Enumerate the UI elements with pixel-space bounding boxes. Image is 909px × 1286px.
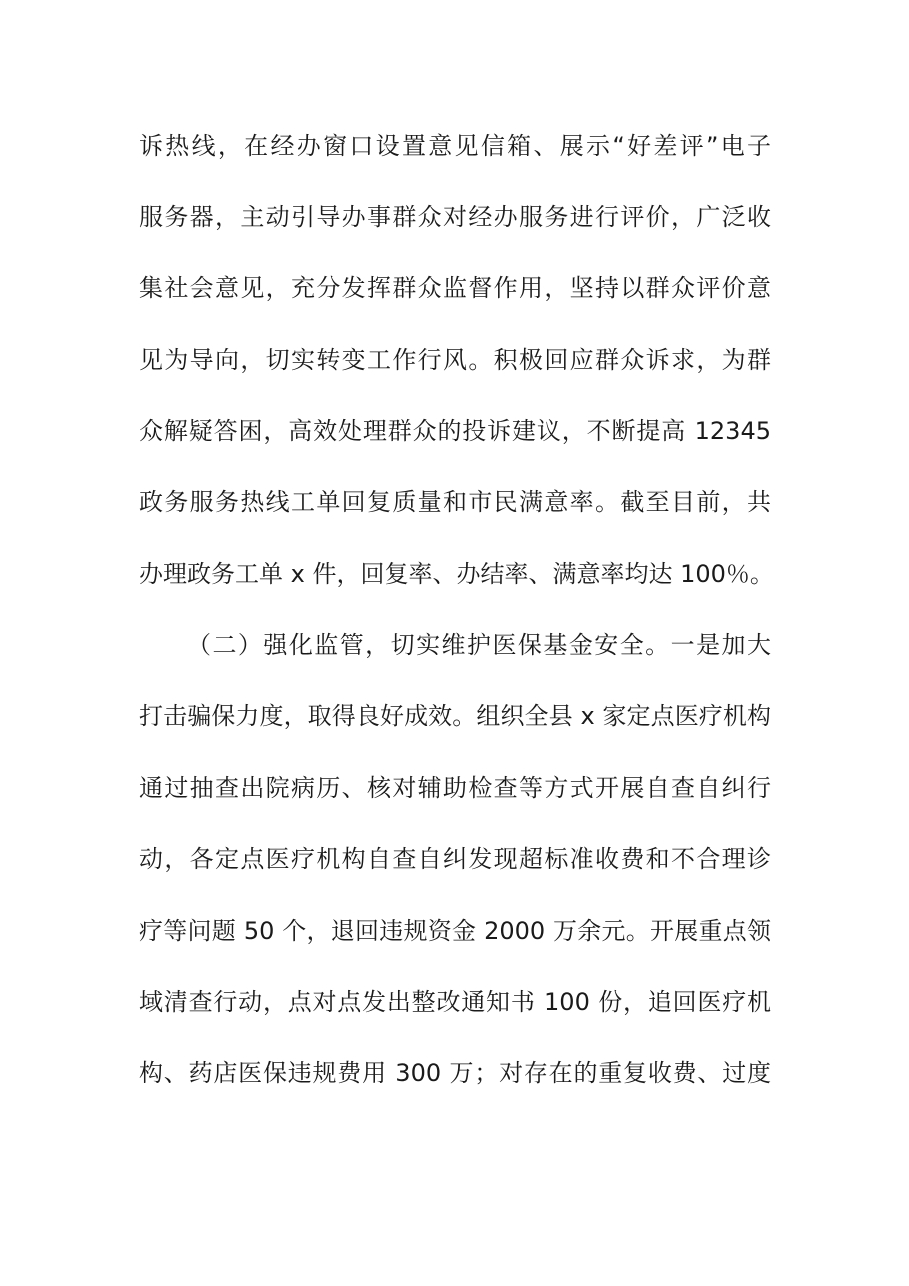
text-line-5: 众解疑答困，高效处理群众的投诉建议，不断提高 12345 [139,417,771,445]
text-line-11: 动，各定点医疗机构自查自纠发现超标准收费和不合理诊 [139,845,771,873]
text-line-13: 域清查行动，点对点发出整改通知书 100 份，追回医疗机 [139,988,771,1016]
text-line-7: 办理政务工单 x 件，回复率、办结率、满意率均达 100％。 [139,560,774,588]
text-line-4: 见为导向，切实转变工作行风。积极回应群众诉求，为群 [139,346,771,374]
text-line-2: 服务器，主动引导办事群众对经办服务进行评价，广泛收 [139,203,771,231]
text-line-12: 疗等问题 50 个，退回违规资金 2000 万余元。开展重点领 [139,917,771,945]
paragraph-heading-line: （二）强化监管，切实维护医保基金安全。一是加大 [187,631,771,659]
text-line-10: 通过抽查出院病历、核对辅助检查等方式开展自查自纠行 [139,774,771,802]
text-line-6: 政务服务热线工单回复质量和市民满意率。截至目前，共 [139,488,771,516]
text-line-14: 构、药店医保违规费用 300 万；对存在的重复收费、过度 [139,1059,771,1087]
text-line-3: 集社会意见，充分发挥群众监督作用，坚持以群众评价意 [139,274,771,302]
text-line-1: 诉热线，在经办窗口设置意见信箱、展示“好差评”电子 [139,132,771,160]
text-line-9: 打击骗保力度，取得良好成效。组织全县 x 家定点医疗机构 [139,702,771,730]
